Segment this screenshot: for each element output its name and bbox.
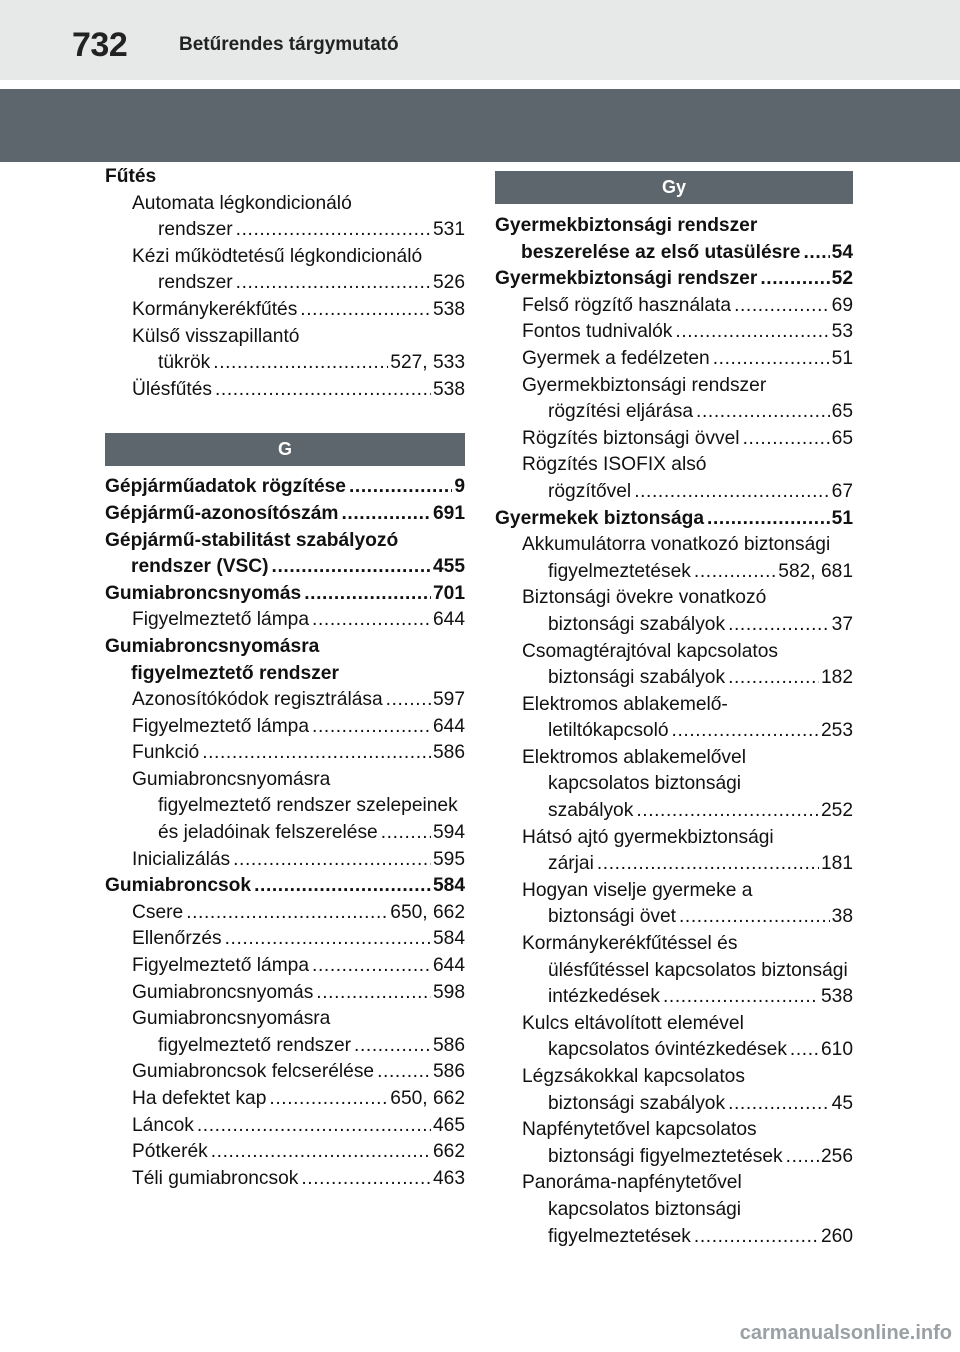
index-entry: [105, 634, 465, 687]
index-entry: [495, 1117, 853, 1170]
page-reference: 584: [432, 875, 465, 897]
dot-leader: [211, 1139, 431, 1166]
index-entry: [495, 266, 853, 293]
index-group-g: [105, 474, 465, 1192]
index-entry: [105, 900, 465, 927]
index-entry: [105, 244, 465, 297]
index-entry-text: ülésfűtéssel kapcsolatos biztonsági: [548, 959, 848, 981]
dot-leader: [377, 1059, 431, 1086]
index-entry-text: és jeladóinak felszerelése: [158, 822, 378, 844]
dot-leader: [707, 506, 830, 533]
dot-leader: [634, 479, 829, 506]
index-entry: [105, 926, 465, 953]
index-entry-text: Akkumulátorra vonatkozó biztonsági: [522, 534, 831, 556]
index-entry: [105, 324, 465, 377]
page-reference: 182: [820, 667, 853, 689]
index-entry: [495, 506, 853, 533]
page-reference: 701: [432, 582, 465, 604]
index-entry: [105, 953, 465, 980]
index-entry-text: Téli gumiabroncsok: [132, 1167, 299, 1189]
index-entry-text: rendszer: [158, 219, 233, 241]
dot-leader: [679, 904, 830, 931]
index-entry: [105, 847, 465, 874]
page-reference: 181: [820, 853, 853, 875]
dot-leader: [713, 346, 830, 373]
index-entry-text: Légzsákokkal kapcsolatos: [522, 1066, 745, 1087]
page-reference: 538: [820, 986, 853, 1008]
index-entry-text: biztonsági figyelmeztetések: [548, 1145, 783, 1167]
index-entry-text: Gumiabroncsnyomásra: [105, 635, 320, 657]
page-reference: 65: [831, 427, 853, 449]
index-entry-text: Kormánykerékfűtés: [132, 298, 298, 320]
index-entry-text: beszerelése az első utasülésre: [521, 241, 801, 263]
dot-leader: [786, 1144, 819, 1171]
index-entry: [105, 980, 465, 1007]
index-entry-text: Figyelmeztető lámpa: [132, 955, 310, 977]
index-entry-text: Gyermekbiztonsági rendszer: [495, 268, 758, 290]
dot-leader: [312, 953, 431, 980]
index-entry-text: biztonsági szabályok: [548, 613, 726, 635]
page-title: Betűrendes tárgymutató: [179, 34, 399, 55]
page-reference: 51: [831, 507, 853, 529]
index-entry-text: figyelmeztetések: [548, 560, 691, 582]
page-reference: 582, 681: [778, 560, 853, 582]
index-entry-text: Rögzítés ISOFIX alsó: [522, 454, 707, 476]
index-entry-text: Felső rögzítő használata: [522, 294, 732, 316]
index-entry-text: Kulcs eltávolított elemével: [522, 1012, 744, 1034]
index-entry-text: Gyermekbiztonsági rendszer: [495, 215, 758, 236]
index-entry-text: letiltókapcsoló: [548, 720, 669, 742]
dot-leader: [636, 798, 819, 825]
index-entry: [105, 687, 465, 714]
header-band: [0, 89, 960, 162]
index-entry-text: Gumiabroncsnyomás: [132, 981, 314, 1003]
dot-leader: [236, 270, 431, 297]
dot-leader: [312, 607, 431, 634]
page-reference: 51: [831, 347, 853, 369]
dot-leader: [743, 426, 830, 453]
page-reference: 253: [820, 720, 853, 742]
dot-leader: [186, 900, 388, 927]
index-entry-text: Gumiabroncsnyomás: [105, 582, 302, 604]
index-entry-text: biztonsági szabályok: [548, 667, 726, 689]
index-entry-text: Elektromos ablakemelő-: [522, 693, 728, 715]
index-entry-text: rögzítővel: [548, 480, 632, 502]
dot-leader: [597, 851, 819, 878]
index-entry: [105, 714, 465, 741]
dot-leader: [254, 873, 431, 900]
index-entry: [495, 426, 853, 453]
index-entry-text: Gépjármű-azonosítószám: [105, 502, 339, 524]
index-entry: [105, 1166, 465, 1193]
index-entry: [105, 501, 465, 528]
page-reference: 597: [432, 689, 465, 711]
page-reference: 527, 533: [390, 352, 465, 374]
page-reference: 531: [432, 219, 465, 241]
index-entry-text: Hogyan viselje gyermeke a: [522, 879, 753, 901]
page-reference: 644: [432, 955, 465, 977]
index-entry: [105, 377, 465, 404]
page-reference: 691: [432, 502, 465, 524]
dot-leader: [803, 240, 829, 267]
index-entry: [495, 1011, 853, 1064]
index-entry-text: Elektromos ablakemelővel: [522, 746, 746, 768]
index-entry-text: Hátsó ajtó gyermekbiztonsági: [522, 826, 774, 848]
index-entry: [495, 825, 853, 878]
page-reference: 584: [432, 928, 465, 950]
index-entry-text: Figyelmeztető lámpa: [132, 715, 310, 737]
index-entry-text: figyelmeztető rendszer szelepeinek: [158, 795, 458, 817]
page-number: 732: [72, 26, 128, 64]
index-column-right: [495, 164, 853, 1250]
dot-leader: [354, 1033, 431, 1060]
page-reference: 9: [454, 476, 465, 498]
page-reference: 54: [831, 241, 853, 263]
index-entry-text: biztonsági övet: [548, 906, 676, 928]
index-column-left: [105, 164, 465, 1192]
page-reference: 610: [820, 1039, 853, 1061]
dot-leader: [316, 980, 431, 1007]
index-entry: [495, 213, 853, 266]
index-entry: [495, 373, 853, 426]
index-entry-text: rendszer: [158, 272, 233, 294]
index-entry-text: Gyermekek biztonsága: [495, 507, 705, 529]
index-entry: [495, 692, 853, 745]
dot-leader: [215, 377, 431, 404]
page-reference: 586: [432, 1034, 465, 1056]
index-entry-text: kapcsolatos biztonsági: [548, 773, 742, 795]
index-entry: [495, 931, 853, 1011]
page-reference: 37: [831, 613, 853, 635]
index-entry-text: Funkció: [132, 742, 200, 764]
index-entry-text: zárjai: [548, 853, 594, 875]
page-reference: 526: [432, 272, 465, 294]
index-entry: [105, 1059, 465, 1086]
index-entry-text: Gépjármű-stabilitást szabályozó: [105, 529, 399, 551]
index-entry: [495, 1170, 853, 1250]
page-reference: 53: [831, 321, 853, 343]
dot-leader: [728, 665, 819, 692]
index-entry-text: Automata légkondicionáló: [132, 192, 352, 214]
dot-leader: [663, 984, 819, 1011]
index-entry-text: Rögzítés biztonsági övvel: [522, 427, 740, 449]
page-reference: 252: [820, 800, 853, 822]
index-entry: [105, 297, 465, 324]
dot-leader: [386, 687, 431, 714]
index-entry-text: intézkedések: [548, 986, 660, 1008]
index-entry-text: Kézi működtetésű légkondicionáló: [132, 245, 423, 267]
page-reference: 52: [831, 268, 853, 290]
index-entry: [105, 528, 465, 581]
watermark: carmanualsonline.info: [739, 1322, 952, 1344]
index-entry: [105, 767, 465, 847]
dot-leader: [790, 1037, 819, 1064]
page-reference: 598: [432, 981, 465, 1003]
index-entry-text: Külső visszapillantó: [132, 325, 300, 347]
index-entry: [105, 873, 465, 900]
index-entry-text: Gumiabroncsnyomásra: [132, 1008, 331, 1030]
page-reference: 65: [831, 401, 853, 423]
index-entry-text: Azonosítókódok regisztrálása: [132, 689, 383, 711]
index-entry: [495, 293, 853, 320]
page-reference: 38: [831, 906, 853, 928]
page-reference: 67: [831, 480, 853, 502]
page-reference: 69: [831, 294, 853, 316]
page-reference: 662: [432, 1141, 465, 1163]
dot-leader: [381, 820, 431, 847]
dot-leader: [342, 501, 431, 528]
index-entry: [105, 581, 465, 608]
page-reference: 260: [820, 1225, 853, 1247]
dot-leader: [300, 297, 431, 324]
index-entry-text: Ha defektet kap: [132, 1088, 267, 1109]
dot-leader: [734, 293, 830, 320]
page-reference: 256: [820, 1145, 853, 1167]
index-entry-text: Csere: [132, 901, 184, 923]
index-entry-text: Gumiabroncsnyomásra: [132, 768, 331, 790]
dot-leader: [312, 714, 431, 741]
index-entry-text: Gyermekbiztonsági rendszer: [522, 374, 767, 396]
index-entry-text: biztonsági szabályok: [548, 1092, 726, 1114]
page-reference: 538: [432, 378, 465, 400]
page-reference: 595: [432, 848, 465, 870]
dot-leader: [728, 612, 830, 639]
index-entry: [495, 639, 853, 692]
index-entry-text: Gumiabroncsok felcserélése: [132, 1061, 375, 1083]
index-entry-text: Láncok: [132, 1114, 194, 1136]
dot-leader: [269, 1086, 388, 1113]
dot-leader: [272, 554, 431, 581]
index-entry-text: Ellenőrzés: [132, 928, 222, 950]
index-entry-text: kapcsolatos óvintézkedések: [548, 1039, 787, 1061]
index-entry-text: kapcsolatos biztonsági: [548, 1198, 742, 1220]
index-entry: [495, 452, 853, 505]
index-entry-text: Inicializálás: [132, 848, 231, 870]
index-entry: [105, 1006, 465, 1059]
index-group-gy: [495, 213, 853, 1250]
index-entry-text: figyelmeztető rendszer: [158, 1034, 352, 1056]
page-reference: 586: [432, 742, 465, 764]
index-entry-text: Fontos tudnivalók: [522, 321, 673, 343]
index-entry-text: Gumiabroncsok: [105, 875, 252, 897]
index-entry: [105, 607, 465, 634]
dot-leader: [197, 1113, 431, 1140]
page-reference: 650, 662: [390, 1088, 465, 1109]
page-reference: 644: [432, 609, 465, 631]
page-reference: 594: [432, 822, 465, 844]
index-entry: [495, 532, 853, 585]
page-reference: 45: [831, 1092, 853, 1114]
dot-leader: [728, 1091, 830, 1118]
dot-leader: [760, 266, 829, 293]
dot-leader: [236, 217, 431, 244]
page-reference: 650, 662: [390, 901, 465, 923]
index-entry: [105, 191, 465, 244]
index-entry-text: Kormánykerékfűtéssel és: [522, 933, 738, 955]
index-entry-text: szabályok: [548, 800, 634, 822]
dot-leader: [304, 581, 431, 608]
dot-leader: [696, 399, 830, 426]
dot-leader: [233, 847, 431, 874]
dot-leader: [349, 474, 452, 501]
dot-leader: [694, 1224, 819, 1251]
index-entry-text: Biztonsági övekre vonatkozó: [522, 587, 767, 609]
index-entry: [105, 740, 465, 767]
index-entry-text: figyelmeztetések: [548, 1225, 691, 1247]
index-entry-text: Napfénytetővel kapcsolatos: [522, 1119, 757, 1141]
index-entry-text: Gyermek a fedélzeten: [522, 347, 710, 369]
section-header-gy: Gy: [495, 171, 853, 204]
section-header-g: G: [105, 433, 465, 466]
page-reference: 644: [432, 715, 465, 737]
dot-leader: [301, 1166, 431, 1193]
index-entry: [105, 1139, 465, 1166]
dot-leader: [694, 559, 776, 586]
index-entry-text: Csomagtérajtóval kapcsolatos: [522, 640, 778, 662]
index-entry: [495, 319, 853, 346]
index-heading: Fűtés: [105, 166, 157, 187]
page-reference: 586: [432, 1061, 465, 1083]
index-entry: [105, 1086, 465, 1113]
index-entry: [495, 346, 853, 373]
index-entry-text: Pótkerék: [132, 1141, 208, 1163]
dot-leader: [675, 319, 829, 346]
index-entry: [495, 745, 853, 825]
dot-leader: [202, 740, 431, 767]
index-entry-text: Figyelmeztető lámpa: [132, 609, 310, 631]
page-reference: 465: [432, 1114, 465, 1136]
index-entry-text: Gépjárműadatok rögzítése: [105, 476, 346, 498]
index-group-futes: [105, 191, 465, 404]
page-reference: 538: [432, 298, 465, 320]
index-entry-text: rendszer (VSC): [131, 556, 269, 578]
index-entry: [495, 878, 853, 931]
index-entry-text: tükrök: [158, 352, 211, 374]
index-entry: [105, 1113, 465, 1140]
index-entry: [495, 1064, 853, 1117]
index-entry-text: figyelmeztető rendszer: [131, 662, 339, 684]
dot-leader: [225, 926, 431, 953]
index-entry-text: rögzítési eljárása: [548, 401, 694, 423]
index-entry: [495, 585, 853, 638]
dot-leader: [672, 718, 819, 745]
index-entry-text: Ülésfűtés: [132, 378, 212, 400]
index-entry: [105, 474, 465, 501]
page-reference: 455: [432, 556, 465, 578]
page-reference: 463: [432, 1167, 465, 1189]
page-header-bar: [0, 0, 960, 80]
dot-leader: [213, 350, 388, 377]
index-entry-text: Panoráma-napfénytetővel: [522, 1172, 742, 1194]
